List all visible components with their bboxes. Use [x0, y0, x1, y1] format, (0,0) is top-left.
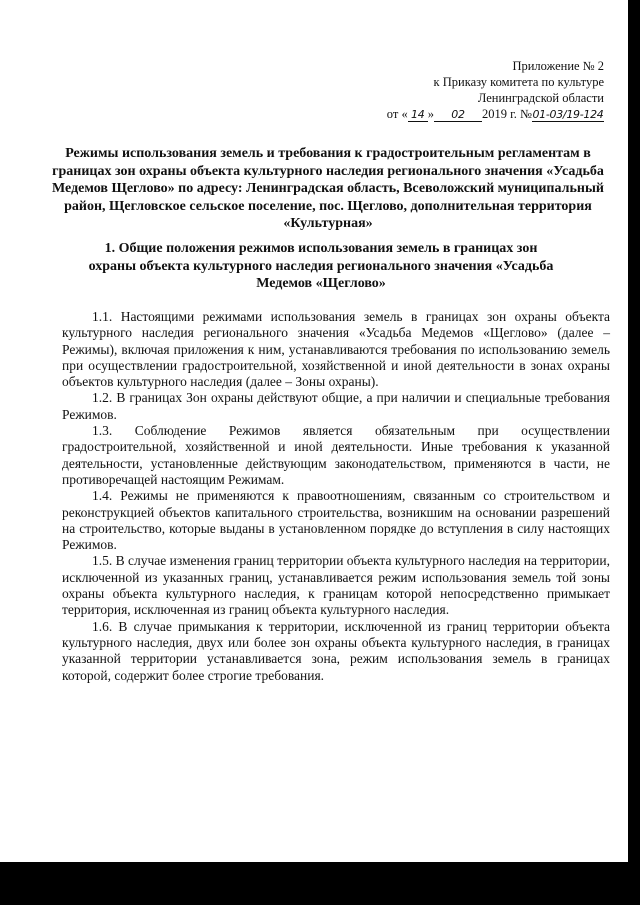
document-title: Режимы использования земель и требования к градостроительным регламентам в границах зон охраны объекта культурного наследия регионального значения «Усадьба Медемов Щеглово» по адресу: Ленинградская область, Всеволожский муниципальный район, Щегловское сельское поселение, пос. Щеглово, дополнительная территория «Культурная» — [52, 146, 604, 231]
paragraph: 1.1. Настоящими режимами использования земель в границах зон охраны объекта культурного наследия регионального значения «Усадьба Медемов «Щеглово» (далее – Режимы), включая приложения к ним, устанавливаются требования по использованию земель при осуществлении градостроительной, хозяйственной и иной деятельности в зонах охраны объектов культурного наследия (далее – Зоны охраны). — [62, 309, 610, 390]
paragraph: 1.6. В случае примыкания к территории, исключенной из границ территории объекта культурного наследия, двух или более зон охраны объекта культурного наследия, в границах указанной территории устанавливается зона, режим использования земель в границах которой, содержит более строгие требования. — [62, 618, 610, 683]
appendix-block — [344, 58, 604, 122]
order-number: 01-03/19-124 — [532, 108, 604, 121]
appendix-order-ref: к Приказу комитета по культуре — [433, 75, 604, 89]
paragraph: 1.5. В случае изменения границ территории объекта культурного наследия на территории, исключенной из указанных границ, устанавливается режим использования земель той зоны охраны объекта культурного наследия, к границам которой непосредственно примыкает территория, исключенная из границ объекта культурного наследия. — [62, 553, 610, 618]
appendix-date-line — [344, 106, 604, 122]
document-body — [62, 309, 610, 684]
paragraph: 1.3. Соблюдение Режимов является обязательным при осуществлении градостроительной, хозяйственной и иной деятельности. Иные требования к указанной деятельности, установленные действующим законодательством, применяются в части, не противоречащей настоящим Режимам. — [62, 423, 610, 487]
section-heading: 1. Общие положения режимов использования земель в границах зон охраны объекта культурного наследия регионального значения «Усадьба Медемов «Щеглово» — [88, 241, 554, 291]
date-year: 2019 г. № — [481, 107, 532, 121]
appendix-region: Ленинградской области — [477, 91, 604, 105]
date-month: 02 — [434, 108, 482, 122]
paragraph: 1.4. Режимы не применяются к правоотношениям, связанным со строительством и реконструкцией объектов капитального строительства, возникшим на основании разрешений на строительство, которые выданы в установленном порядке до вступления в силу настоящих Режимов. — [62, 488, 610, 553]
date-prefix: от « — [386, 107, 408, 121]
appendix-label: Приложение № 2 — [512, 59, 604, 73]
date-mid: » — [427, 107, 434, 121]
paragraph: 1.2. В границах Зон охраны действуют общие, а при наличии и специальные требования Режимов. — [62, 390, 610, 422]
date-day: 14 — [408, 108, 428, 122]
